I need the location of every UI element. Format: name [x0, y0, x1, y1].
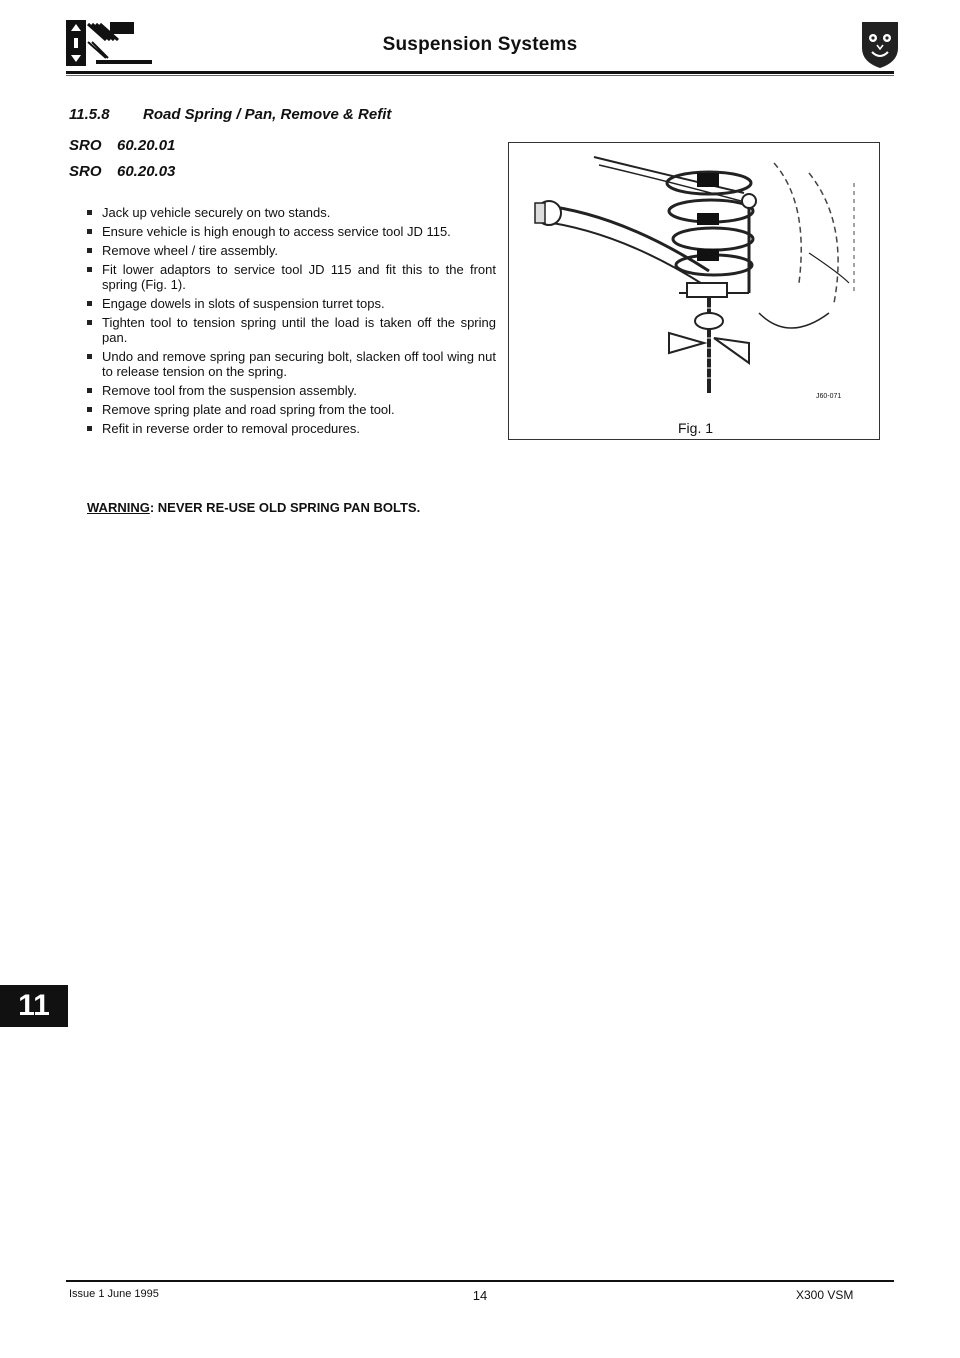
header-rule-thin	[66, 75, 894, 76]
list-item: Remove wheel / tire assembly.	[86, 243, 496, 258]
list-item: Refit in reverse order to removal procedures.	[86, 421, 496, 436]
sro-label: SRO	[69, 137, 102, 154]
sro-code: 60.20.03	[117, 163, 176, 180]
section-title: Road Spring / Pan, Remove & Refit	[143, 106, 392, 123]
figure-caption: Fig. 1	[678, 420, 714, 436]
sro-label: SRO	[69, 163, 102, 180]
warning-label: WARNING	[87, 500, 150, 515]
warning-text: : NEVER RE-USE OLD SPRING PAN BOLTS.	[149, 500, 421, 515]
list-item: Undo and remove spring pan securing bolt, slacken off tool wing nut to release tension on the spring.	[86, 349, 496, 379]
list-item: Ensure vehicle is high enough to access service tool JD 115.	[86, 224, 496, 239]
procedure-steps	[86, 205, 496, 440]
warning-note	[87, 500, 420, 515]
chapter-tab: 11	[0, 985, 68, 1027]
footer-issue: Issue 1 June 1995	[69, 1288, 159, 1300]
footer-manual: X300 VSM	[796, 1288, 854, 1302]
page-number: 14	[472, 1288, 488, 1303]
page-title: Suspension Systems	[382, 34, 578, 55]
sro-code: 60.20.01	[117, 137, 176, 154]
section-number: 11.5.8	[69, 106, 110, 123]
section-heading	[69, 106, 391, 123]
header-rule	[66, 71, 894, 74]
figure-code: J60-071	[816, 393, 842, 400]
list-item: Remove tool from the suspension assembly.	[86, 383, 496, 398]
list-item: Fit lower adaptors to service tool JD 115 and fit this to the front spring (Fig. 1).	[86, 262, 496, 292]
sro-line	[69, 137, 175, 154]
list-item: Tighten tool to tension spring until the load is taken off the spring pan.	[86, 315, 496, 345]
list-item: Engage dowels in slots of suspension turret tops.	[86, 296, 496, 311]
sro-line	[69, 163, 175, 180]
footer-rule	[66, 1280, 894, 1282]
list-item: Jack up vehicle securely on two stands.	[86, 205, 496, 220]
list-item: Remove spring plate and road spring from the tool.	[86, 402, 496, 417]
jaguar-crest-icon	[860, 18, 900, 70]
